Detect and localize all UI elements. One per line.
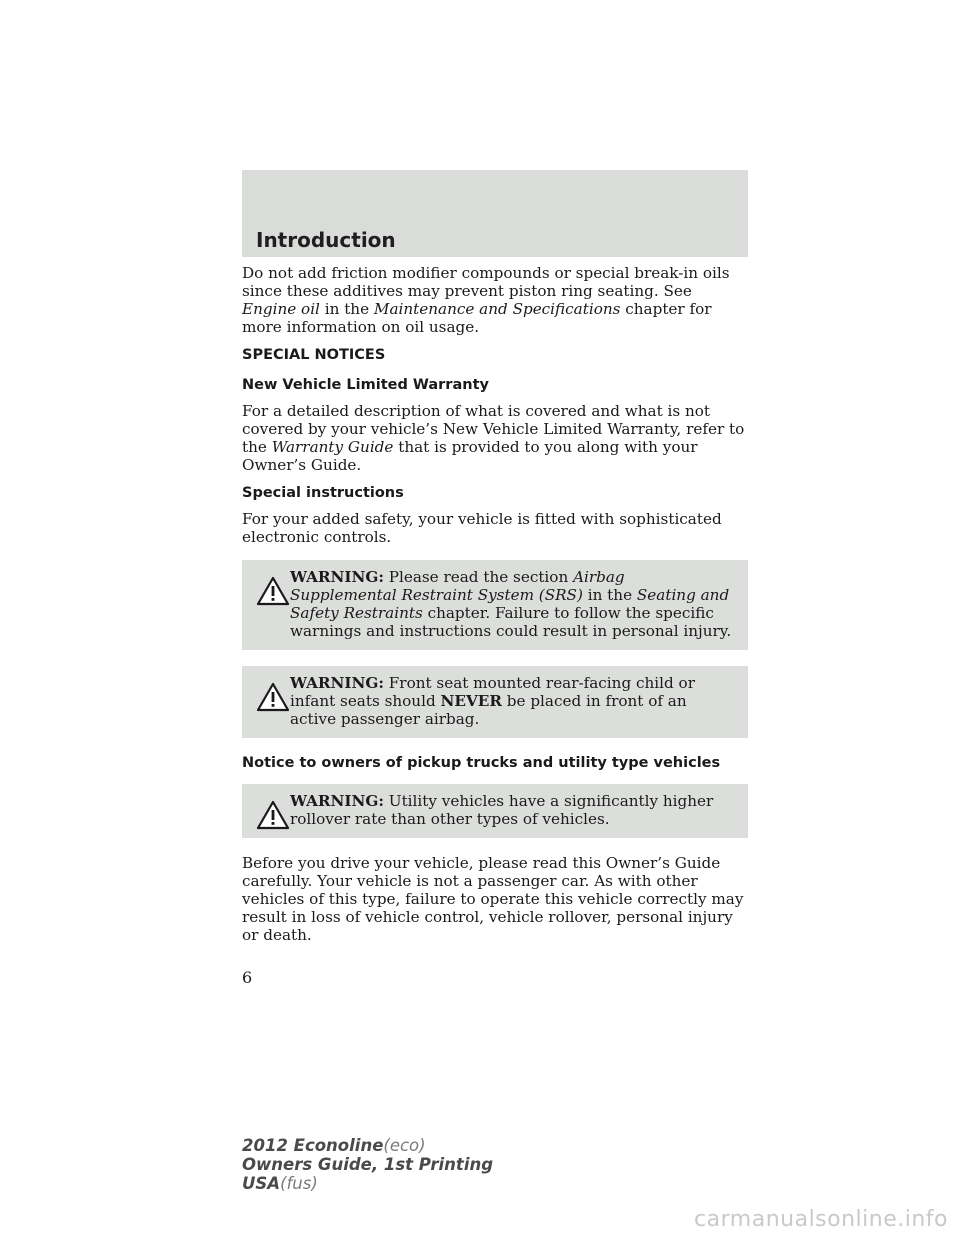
airbag-srs-reference: Airbag Supplemental Restraint System (SRS) [290, 568, 625, 604]
warning-2-text-2: be placed in front of an active passenger airbag. [290, 692, 687, 728]
special-instructions-paragraph: For your added safety, your vehicle is fitted with sophisticated electronic controls. [242, 510, 722, 546]
warranty-text-1: For a detailed description of what is covered and what is not covered by your vehicle’s New Vehicle Limited Warranty, refer to the [242, 402, 745, 456]
special-instructions-heading: Special instructions [242, 485, 404, 501]
seating-safety-reference: Seating and Safety Restraints [290, 586, 730, 622]
footer-model: 2012 Econoline [242, 1136, 384, 1155]
chapter-title: Introduction [256, 228, 396, 252]
footer-market-code: (fus) [280, 1174, 318, 1193]
intro-paragraph [242, 264, 748, 336]
intro-text-2: in the [319, 300, 374, 318]
special-notices-heading: SPECIAL NOTICES [242, 347, 386, 363]
never-emphasis: NEVER [440, 692, 502, 710]
chapter-header [242, 170, 748, 257]
warranty-heading: New Vehicle Limited Warranty [242, 377, 489, 393]
warning-1-text-1: Please read the section [383, 568, 574, 586]
rollover-warning-box [242, 784, 748, 838]
warning-triangle-icon [256, 682, 290, 712]
warning-3-text: Utility vehicles have a significantly higher rollover rate than other types of vehicles. [290, 792, 714, 828]
maintenance-chapter-reference: Maintenance and Specifications [373, 300, 621, 318]
intro-text-1: Do not add friction modifier compounds or special break-in oils since these additives may prevent piston ring seating. See [242, 264, 730, 300]
intro-text-3: chapter for more information on oil usage. [242, 300, 712, 336]
site-watermark: carmanualsonline.info [694, 1207, 948, 1232]
page-number: 6 [242, 968, 253, 987]
airbag-warning-text [242, 568, 736, 640]
closing-paragraph: Before you drive your vehicle, please read this Owner’s Guide carefully. Your vehicle is not a passenger car. As with other vehicles of this type, failure to operate this vehicle correctly may result in loss of vehicle control, vehicle rollover, personal injury or death. [242, 854, 744, 944]
document-footer [242, 1136, 493, 1193]
warning-label: WARNING: [290, 568, 384, 586]
warning-2-text-1: Front seat mounted rear-facing child or infant seats should [290, 674, 695, 710]
footer-model-code: (eco) [383, 1136, 426, 1155]
page-content [242, 264, 748, 954]
engine-oil-reference: Engine oil [242, 300, 320, 318]
warning-1-text-2: in the [582, 586, 637, 604]
airbag-warning-box [242, 560, 748, 650]
warning-1-text-3: chapter. Failure to follow the specific warnings and instructions could result in personal injury. [290, 604, 732, 640]
warning-triangle-icon [256, 800, 290, 830]
footer-market: USA [242, 1174, 281, 1193]
pickup-notice-heading: Notice to owners of pickup trucks and utility type vehicles [242, 755, 721, 771]
child-seat-warning-box [242, 666, 748, 738]
warning-label: WARNING: [290, 792, 384, 810]
footer-printing: Owners Guide, 1st Printing [242, 1155, 494, 1174]
footer-line-2 [242, 1155, 493, 1174]
rollover-warning-text [242, 792, 736, 828]
child-seat-warning-text [242, 674, 736, 728]
footer-line-1 [242, 1136, 493, 1155]
warranty-paragraph [242, 402, 748, 474]
warranty-guide-reference: Warranty Guide [271, 438, 394, 456]
warning-label: WARNING: [290, 674, 384, 692]
footer-line-3 [242, 1174, 493, 1193]
warning-triangle-icon [256, 576, 290, 606]
warranty-text-2: that is provided to you along with your Owner’s Guide. [242, 438, 698, 474]
